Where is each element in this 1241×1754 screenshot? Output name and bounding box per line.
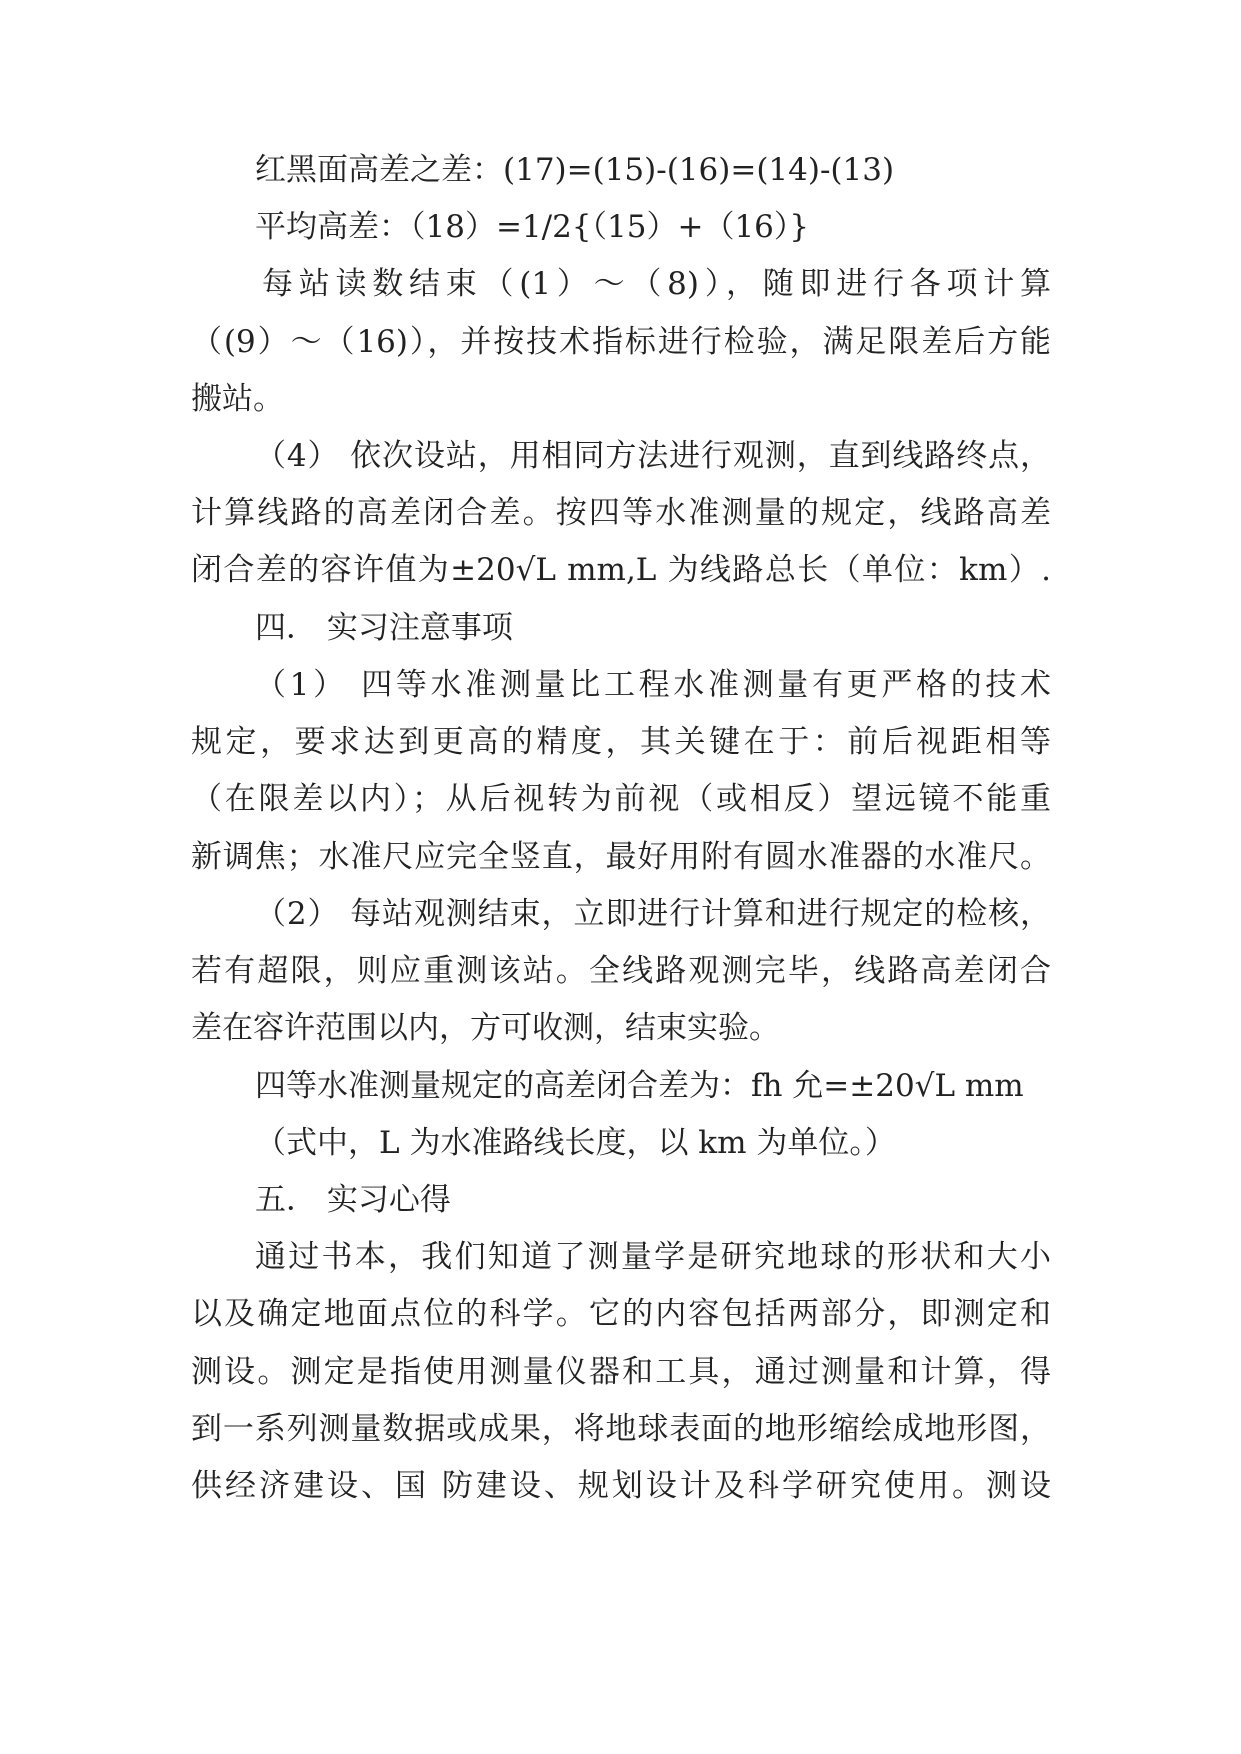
paragraph-line: （2） 每站观测结束，立即进行计算和进行规定的检核，	[255, 896, 1051, 932]
paragraph-line: （4） 依次设站，用相同方法进行观测，直到线路终点，	[255, 438, 1051, 474]
paragraph-line: （式中，L 为水准路线长度，以 km 为单位。）	[255, 1125, 896, 1161]
section-heading-notes: 四． 实习注意事项	[255, 610, 513, 646]
paragraph-line: 通过书本，我们知道了测量学是研究地球的形状和大小	[255, 1239, 1051, 1275]
paragraph-line: 闭合差的容许值为±20√L mm,L 为线路总长（单位：km）.	[191, 552, 1051, 588]
paragraph-line: （在限差以内）；从后视转为前视（或相反）望远镜不能重	[191, 781, 1051, 817]
paragraph-line: 差在容许范围以内，方可收测，结束实验。	[191, 1010, 780, 1046]
paragraph-line: （(9）～（16)），并按技术指标进行检验，满足限差后方能	[191, 324, 1051, 360]
paragraph-line: 测设。测定是指使用测量仪器和工具，通过测量和计算，得	[191, 1354, 1051, 1390]
paragraph-line: 搬站。	[191, 381, 284, 417]
paragraph-line: （1） 四等水准测量比工程水准测量有更严格的技术	[255, 667, 1051, 703]
paragraph-line: 供经济建设、国 防建设、规划设计及科学研究使用。测设	[191, 1468, 1051, 1504]
paragraph-line: 以及确定地面点位的科学。它的内容包括两部分，即测定和	[191, 1296, 1051, 1332]
formula-line-red-black-diff: 红黑面高差之差：(17)=(15)-(16)=(14)-(13)	[255, 152, 895, 188]
paragraph-line: 计算线路的高差闭合差。按四等水准测量的规定，线路高差	[191, 495, 1051, 531]
formula-line-closure-tolerance: 四等水准测量规定的高差闭合差为：fh 允=±20√L mm	[255, 1068, 1024, 1104]
paragraph-line: 每站读数结束（(1）～（8)），随即进行各项计算	[262, 266, 1051, 302]
paragraph-line: 到一系列测量数据或成果，将地球表面的地形缩绘成地形图，	[191, 1411, 1051, 1447]
formula-line-average-diff: 平均高差：（18）=1/2{（15）+（16）}	[255, 209, 810, 245]
paragraph-line: 若有超限，则应重测该站。全线路观测完毕，线路高差闭合	[191, 953, 1051, 989]
paragraph-line: 规定，要求达到更高的精度，其关键在于：前后视距相等	[191, 724, 1051, 760]
section-heading-reflection: 五． 实习心得	[255, 1182, 451, 1218]
paragraph-line: 新调焦；水准尺应完全竖直，最好用附有圆水准器的水准尺。	[191, 839, 1051, 875]
